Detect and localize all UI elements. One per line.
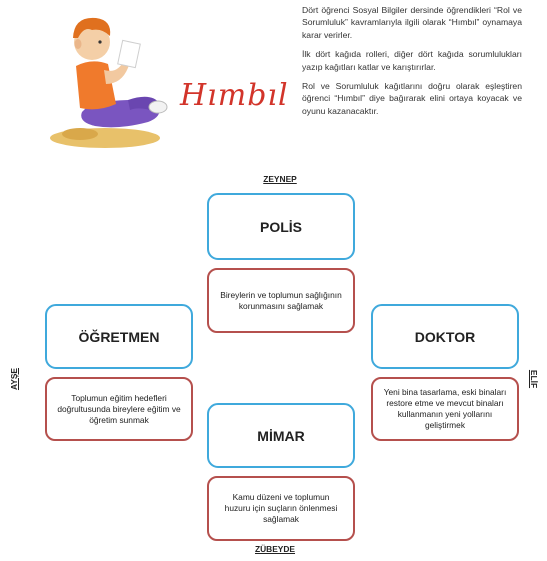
responsibility-text: Toplumun eğitim hedefleri doğrultusunda bireylere eğitim ve öğretim sunmak: [57, 392, 181, 425]
role-card-doktor[interactable]: [371, 304, 519, 369]
boy-reading-paper-illustration: [40, 4, 170, 154]
intro-text: [302, 4, 522, 124]
responsibility-card-polis-slot[interactable]: [207, 268, 355, 333]
role-card-mimar[interactable]: [207, 403, 355, 468]
player-label-bottom: ZÜBEYDE: [254, 544, 296, 554]
role-card-polis[interactable]: [207, 193, 355, 260]
player-label-left: AYŞE: [9, 367, 19, 391]
responsibility-card-doktor-slot[interactable]: [371, 377, 519, 441]
role-label: DOKTOR: [414, 328, 476, 345]
role-card-ogretmen[interactable]: [45, 304, 193, 369]
intro-paragraph: Rol ve Sorumluluk kağıtlarını doğru olarak eşleştiren öğrenci “Hımbıl” diye bağırarak elini ortaya koyacak ve oyunu kazanacaktır.: [302, 81, 522, 116]
responsibility-card-ogretmen-slot[interactable]: [45, 377, 193, 441]
responsibility-text: Kamu düzeni ve toplumun huzuru için suçların önlenmesi sağlamak: [224, 492, 338, 524]
intro-paragraph: Dört öğrenci Sosyal Bilgiler dersinde öğrendikleri “Rol ve Sorumluluk” kavramlarıyla ilgili olarak “Hımbıl” oynamaya karar verirler.: [302, 5, 522, 40]
responsibility-text: Yeni bina tasarlama, eski binaları restore etme ve mevcut binaları kullanmanın yeni yollarını geliştirmek: [383, 387, 507, 430]
role-label: ÖĞRETMEN: [78, 328, 160, 345]
responsibility-text: Bireylerin ve toplumun sağlığının korunmasını sağlamak: [220, 289, 342, 311]
role-label: POLİS: [259, 218, 302, 235]
player-label-top: ZEYNEP: [263, 174, 297, 184]
title-word: Hımbıl: [180, 78, 289, 113]
player-label-right: ELİF: [529, 369, 539, 389]
role-label: MİMAR: [257, 427, 305, 444]
intro-paragraph: İlk dört kağıda rolleri, diğer dört kağıda sorumlulukları yazıp kağıtları katlar ve karıştırırlar.: [302, 49, 522, 72]
responsibility-card-mimar-slot[interactable]: [207, 476, 355, 541]
